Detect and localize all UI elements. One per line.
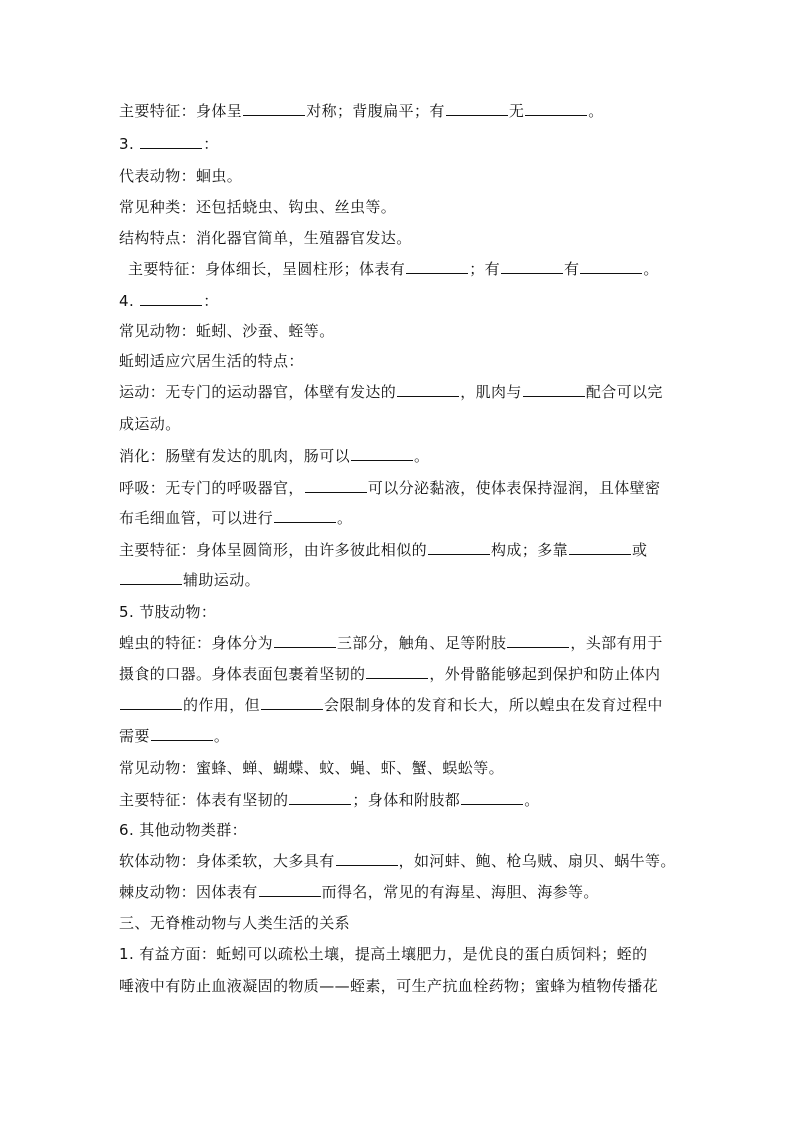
fill-blank[interactable] [366, 664, 428, 679]
text-line [119, 758, 679, 778]
text-segment: 代表动物：蛔虫。 [119, 167, 243, 185]
section-heading [119, 913, 679, 933]
text-line [119, 976, 679, 996]
text-segment: 结构特点：消化器官简单，生殖器官发达。 [119, 229, 412, 247]
text-segment: ，肌肉与 [460, 383, 522, 401]
text-segment: 成运动。 [119, 415, 181, 433]
text-line [128, 259, 688, 279]
text-line [119, 508, 679, 528]
text-segment: 。 [524, 791, 540, 809]
fill-blank[interactable] [243, 101, 305, 116]
text-segment: 4. [119, 292, 140, 310]
fill-blank[interactable] [525, 101, 587, 116]
text-line [119, 851, 679, 871]
text-line [119, 197, 679, 217]
text-segment: 或 [632, 541, 648, 559]
text-segment: 。 [414, 447, 430, 465]
fill-blank[interactable] [151, 726, 213, 741]
section-heading [119, 134, 679, 154]
text-line [119, 321, 679, 341]
text-segment: 会限制身体的发育和长大，所以蝗虫在发育过程中 [324, 696, 663, 714]
text-segment: 消化：肠壁有发达的肌肉，肠可以 [119, 447, 351, 465]
text-segment: 主要特征：身体细长，呈圆柱形；体表有 [128, 260, 406, 278]
fill-blank[interactable] [274, 508, 336, 523]
fill-blank[interactable] [120, 570, 182, 585]
text-segment: 主要特征：体表有坚韧的 [119, 791, 289, 809]
fill-blank[interactable] [140, 291, 202, 306]
fill-blank[interactable] [289, 790, 351, 805]
text-line [119, 101, 679, 121]
text-line [119, 664, 679, 684]
text-segment: 棘皮动物：因体表有 [119, 883, 258, 901]
text-segment: 对称；背腹扁平；有 [306, 102, 445, 120]
text-segment: 6. 其他动物类群： [119, 821, 248, 839]
fill-blank[interactable] [580, 259, 642, 274]
fill-blank[interactable] [140, 134, 202, 149]
text-line [119, 414, 679, 434]
fill-blank[interactable] [274, 633, 336, 648]
text-segment: 布毛细血管，可以进行 [119, 509, 274, 527]
text-segment: 无 [508, 102, 525, 120]
text-line [119, 633, 679, 653]
text-segment: 唾液中有防止血液凝固的物质——蛭素，可生产抗血栓药物；蜜蜂为植物传播花 [119, 977, 659, 995]
text-segment: 。 [213, 727, 230, 745]
text-segment: 三、无脊椎动物与人类生活的关系 [119, 914, 351, 932]
section-heading [119, 291, 679, 311]
text-segment: ，如河蚌、鲍、枪乌贼、扇贝、蜗牛等。 [398, 852, 676, 870]
text-segment: 构成；多靠 [491, 541, 569, 559]
text-segment: 运动：无专门的运动器官，体壁有发达的 [119, 383, 397, 401]
fill-blank[interactable] [446, 101, 508, 116]
text-line [119, 882, 679, 902]
text-segment: 软体动物：身体柔软，大多具有 [119, 852, 335, 870]
fill-blank[interactable] [305, 478, 367, 493]
section-heading [119, 602, 679, 622]
fill-blank[interactable] [120, 695, 182, 710]
text-segment: 。 [643, 260, 659, 278]
fill-blank[interactable] [351, 446, 413, 461]
fill-blank[interactable] [336, 851, 398, 866]
text-line [119, 570, 679, 590]
fill-blank[interactable] [569, 540, 631, 555]
text-segment: 配合可以完 [585, 383, 663, 401]
text-segment: ，外骨骼能够起到保护和防止体内 [429, 665, 661, 683]
fill-blank[interactable] [461, 790, 523, 805]
text-line [119, 166, 679, 186]
fill-blank[interactable] [507, 633, 569, 648]
section-heading [119, 820, 679, 840]
fill-blank[interactable] [406, 259, 468, 274]
text-line [119, 446, 679, 466]
text-line [119, 478, 679, 498]
text-line [119, 726, 679, 746]
text-segment: 5. 节肢动物： [119, 603, 217, 621]
fill-blank[interactable] [397, 382, 459, 397]
text-segment: 主要特征：身体呈圆筒形，由许多彼此相似的 [119, 541, 428, 559]
fill-blank[interactable] [259, 882, 321, 897]
text-segment: 常见动物：蚯蚓、沙蚕、蛭等。 [119, 322, 335, 340]
text-line [119, 382, 679, 402]
text-segment: ： [203, 292, 219, 310]
text-line [119, 228, 679, 248]
text-segment: ，头部有用于 [570, 634, 663, 652]
text-segment: 1. 有益方面：蚯蚓可以疏松土壤，提高土壤肥力，是优良的蛋白质饲料；蛭的 [119, 945, 648, 963]
text-segment: 主要特征：身体呈 [119, 102, 243, 120]
text-line [119, 540, 679, 560]
fill-blank[interactable] [523, 382, 585, 397]
text-segment: ；身体和附肢都 [352, 791, 461, 809]
text-line [119, 944, 679, 964]
text-segment: 的作用，但 [183, 696, 261, 714]
text-segment: 有 [564, 260, 580, 278]
fill-blank[interactable] [261, 695, 323, 710]
fill-blank[interactable] [428, 540, 490, 555]
fill-blank[interactable] [501, 259, 563, 274]
text-segment: ： [203, 135, 219, 153]
text-segment: 常见动物：蜜蜂、蝉、蝴蝶、蚊、蝇、虾、蟹、蜈蚣等。 [119, 759, 505, 777]
text-segment: 。 [588, 102, 604, 120]
text-segment: 蚯蚓适应穴居生活的特点： [119, 352, 304, 370]
text-segment: 蝗虫的特征：身体分为 [119, 634, 274, 652]
text-line [119, 695, 679, 715]
text-segment: 三部分，触角、足等附肢 [337, 634, 507, 652]
text-line [119, 351, 679, 371]
text-segment: 3. [119, 135, 140, 153]
text-segment: 辅助运动。 [183, 571, 261, 589]
text-segment: 而得名，常见的有海星、海胆、海参等。 [321, 883, 599, 901]
text-segment: 呼吸：无专门的呼吸器官， [119, 479, 304, 497]
text-segment: ；有 [469, 260, 501, 278]
text-segment: 可以分泌黏液，使体表保持湿润，且体壁密 [367, 479, 661, 497]
text-segment: 。 [337, 509, 353, 527]
text-segment: 需要 [119, 727, 150, 745]
text-segment: 常见种类：还包括蛲虫、钩虫、丝虫等。 [119, 198, 397, 216]
text-line [119, 790, 679, 810]
text-segment: 摄食的口器。身体表面包裹着坚韧的 [119, 665, 366, 683]
